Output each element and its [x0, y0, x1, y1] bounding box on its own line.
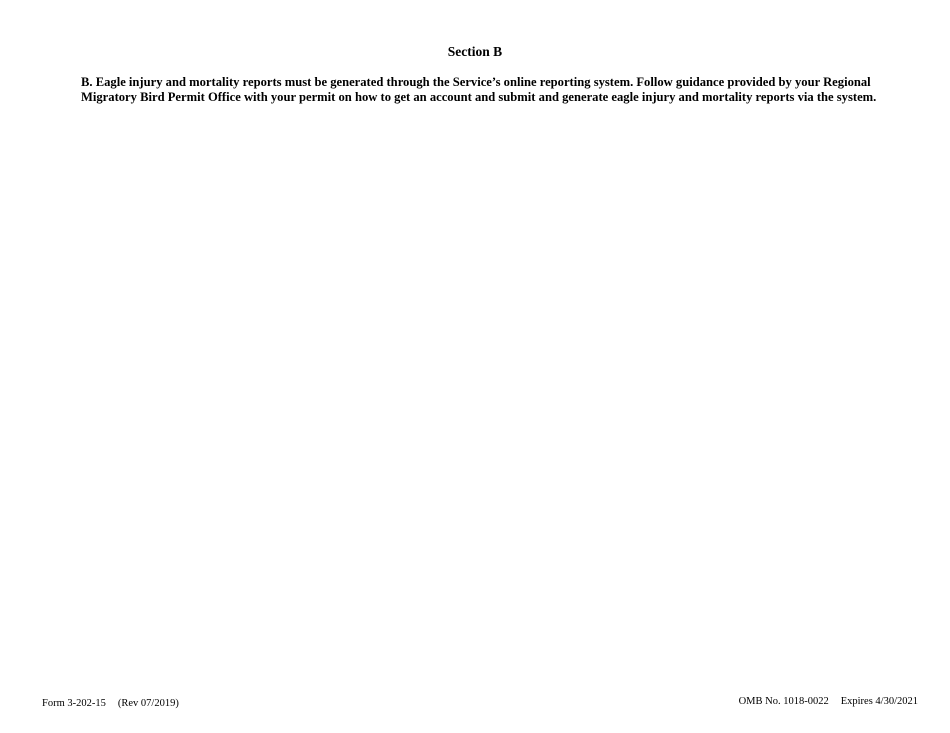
omb-number: OMB No. 1018-0022	[738, 696, 829, 707]
instruction-paragraph: B. Eagle injury and mortality reports must be generated through the Service’s online reporting system. Follow guidance provided by your Regional Migratory Bird Permit Office with your permit on how to get an account and submit and generate eagle injury and mortality reports via the system.	[81, 75, 877, 104]
omb-info	[739, 695, 918, 708]
section-title: Section B	[447, 44, 503, 59]
expiration-date: Expires 4/30/2021	[840, 696, 918, 707]
form-number: Form 3-202-15	[42, 698, 106, 709]
form-revision: (Rev 07/2019)	[117, 698, 179, 709]
form-identifier	[42, 697, 179, 710]
